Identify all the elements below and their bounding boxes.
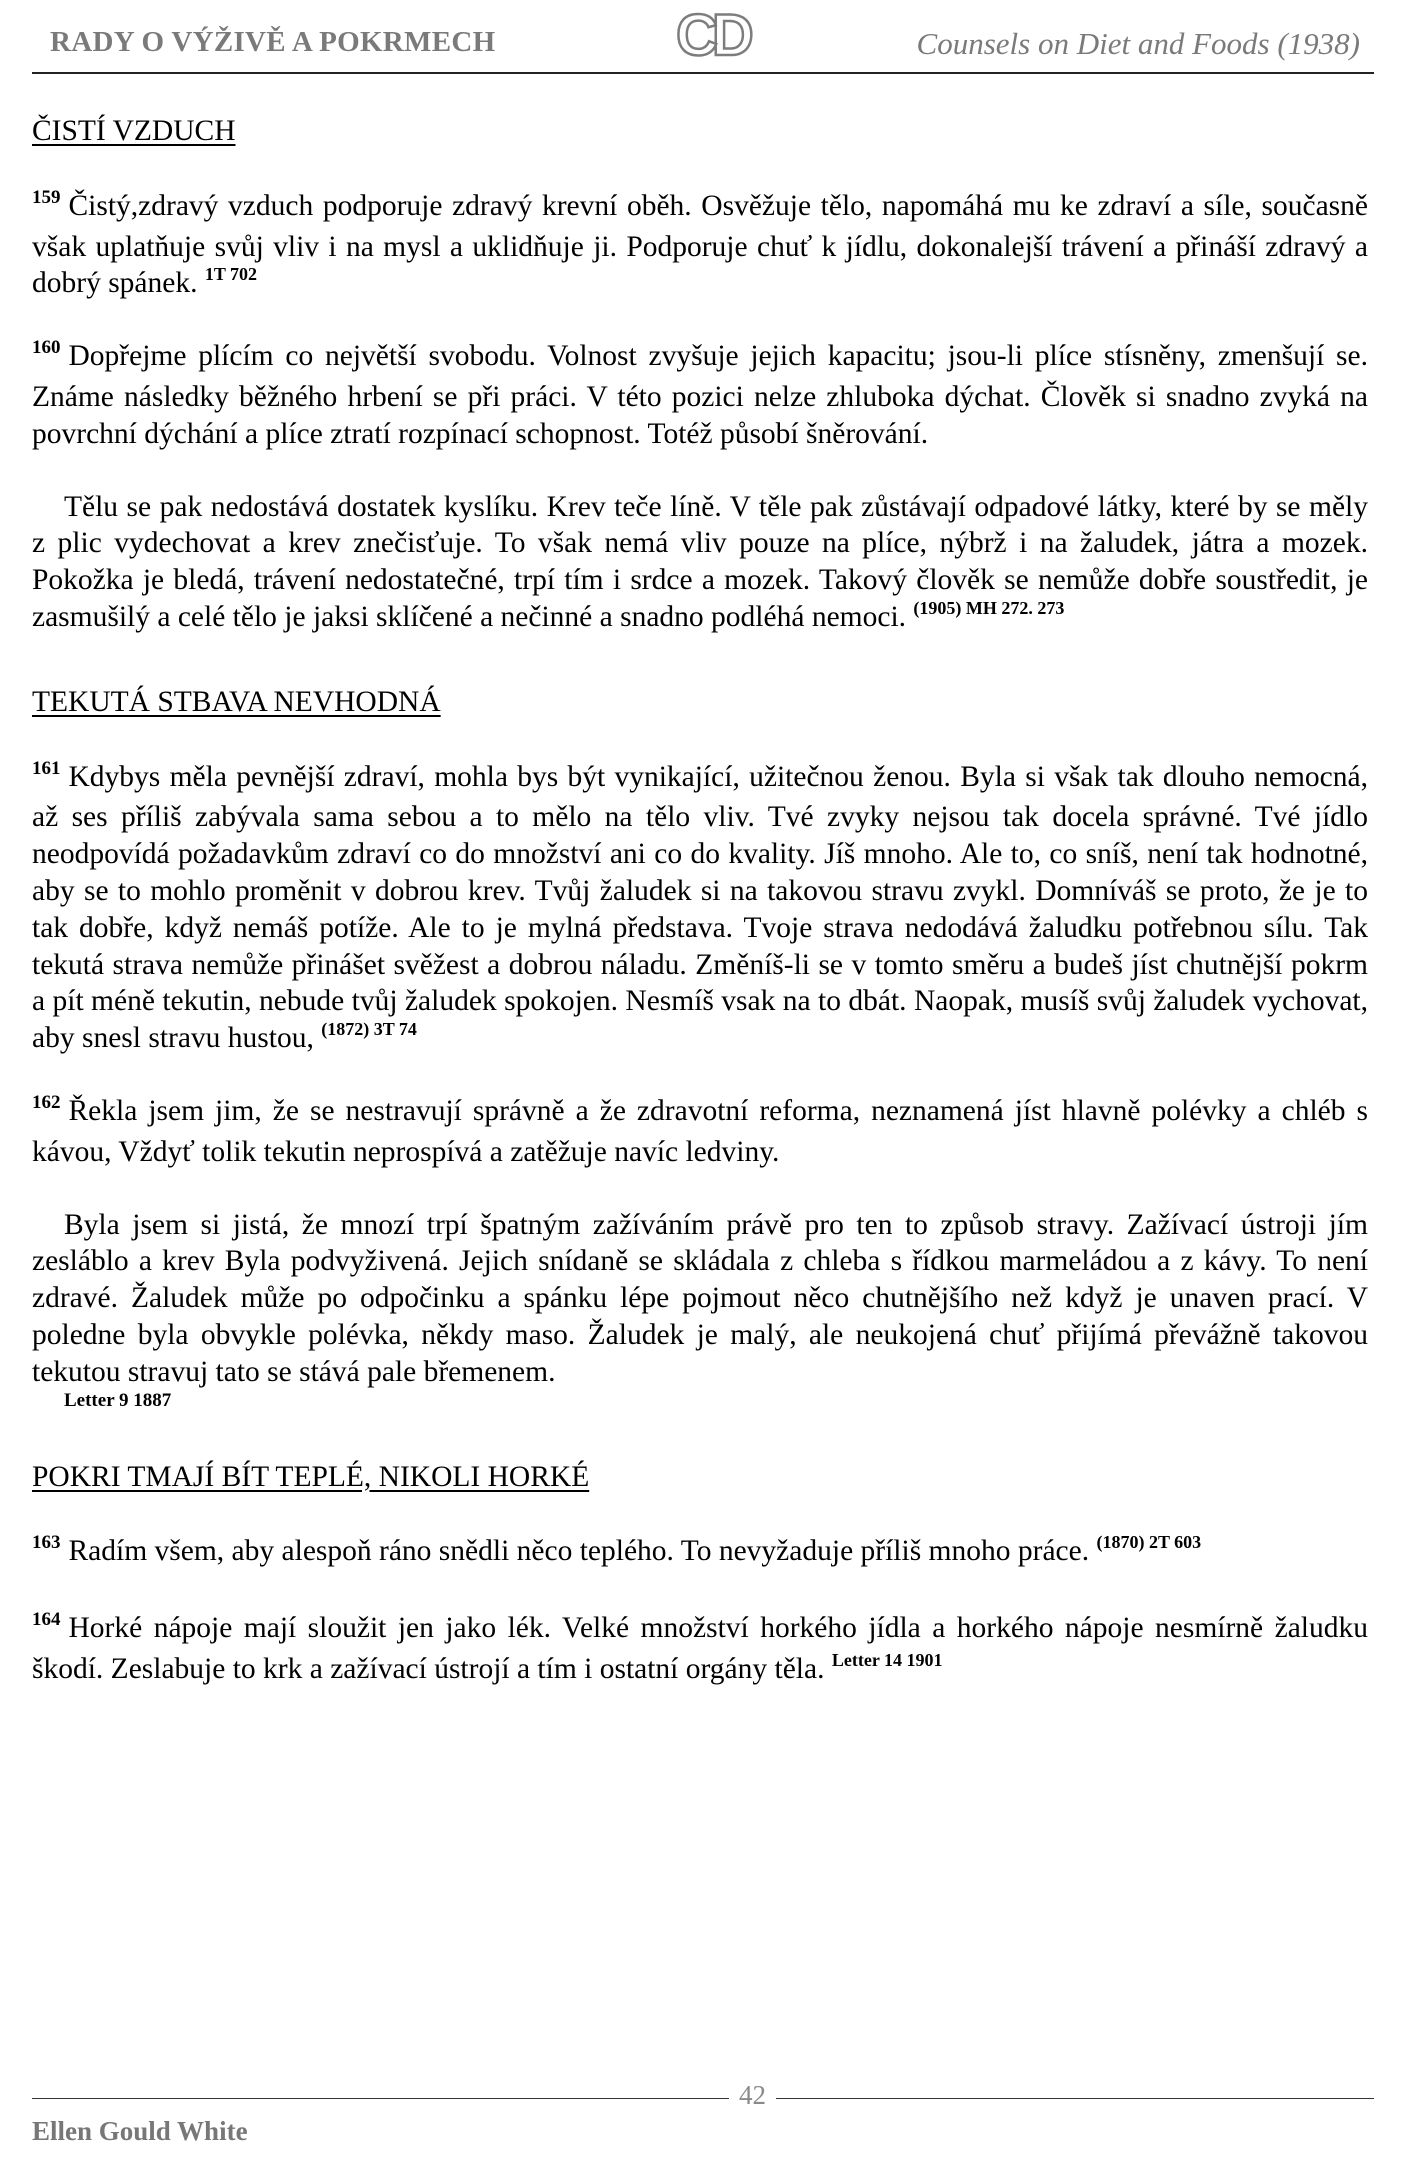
source-reference: (1872) 3T 74 [321,1019,417,1040]
paragraph-162-continued [32,1207,1368,1411]
paragraph-number: 164 [32,1609,61,1631]
paragraph-160 [32,338,1368,452]
paragraph-162 [32,1093,1368,1171]
running-header-book: Counsels on Diet and Foods (1938) [916,26,1360,61]
source-reference: (1905) MH 272. 273 [913,597,1065,618]
paragraph-number: 159 [32,186,61,208]
paragraph-text: Horké nápoje mají sloužit jen jako lék. Velké množství horkého jídla a horkého nápoje nesmírně žaludku škodí. Zeslabuje to krk a zažívací ústrojí a tím i ostatní orgány těla. [32,1612,1368,1685]
running-header-title: RADY O VÝŽIVĚ A POKRMECH [50,26,496,58]
paragraph-number: 163 [32,1532,61,1554]
paragraph-160-continued [32,489,1368,636]
page-number: 42 [739,2080,766,2110]
paragraph-number: 162 [32,1091,61,1113]
paragraph-number: 160 [32,337,61,359]
paragraph-159 [32,188,1368,302]
footer-author: Ellen Gould White [32,2116,248,2146]
source-reference: (1870) 2T 603 [1096,1532,1202,1553]
footer-rule-left [32,2098,729,2099]
paragraph-number: 161 [32,757,61,779]
paragraph-161 [32,759,1368,1057]
source-reference: Letter 9 1887 [64,1389,172,1411]
paragraph-text: Radím všem, aby alespoň ráno snědli něco teplého. To nevyžaduje příliš mnoho práce. [68,1535,1090,1568]
section-heading-pokrmy-teple: POKRI TMAJÍ BÍT TEPLÉ, NIKOLI HORKÉ [32,1460,590,1493]
paragraph-text: Byla jsem si jistá, že mnozí trpí špatným zažíváním právě pro ten to způsob stravy. Zažívací ústroji jím zesláblo a krev Byla podvyživená. Jejich snídaně se skládala z chleba s řídkou marmeládou a z kávy. To není zdravé. Žaludek může po odpočinku a spánku lépe pojmout něco chutnějšího než když je unaven prací. V poledne byla obvykle polévka, někdy maso. Žaludek je malý, ale neukojená chuť přijímá převážně takovou tekutou stravuj tato se stává pale břemenem. [32,1208,1368,1388]
paragraph-text: Tělu se pak nedostává dostatek kyslíku. Krev teče líně. V těle pak zůstávají odpadové látky, které by se měly z plic vydechovat a krev znečisťuje. To však nemá vliv pouze na plíce, nýbrž i na žaludek, játra a mozek. Pokožka je bledá, trávení nedostatečné, trpí tím i srdce a mozek. Takový člověk se nemůže dobře soustředit, je zasmušilý a celé tělo je jaksi sklíčené a nečinné a snadno podléhá nemoci. [32,490,1368,633]
paragraph-164 [32,1610,1368,1688]
paragraph-163 [32,1533,1368,1574]
paragraph-text: Dopřejme plícím co největší svobodu. Volnost zvyšuje jejich kapacitu; jsou-li plíce stísněny, zmenšují se. Známe následky běžného hrbení se při práci. V této pozici nelze zhluboka dýchat. Člověk si snadno zvyká na povrchní dýchání a plíce ztratí rozpínací schopnost. Totéž působí šněrování. [32,340,1368,450]
section-heading-tekuta-strava: TEKUTÁ STBAVA NEVHODNÁ [32,685,441,718]
paragraph-text: Řekla jsem jim, že se nestravují správně a že zdravotní reforma, neznamená jíst hlavně polévky a chléb s kávou, Vždyť tolik tekutin neprospívá a zatěžuje navíc ledviny. [32,1094,1368,1168]
header-rule [32,72,1374,74]
source-reference: Letter 14 1901 [831,1649,943,1670]
section-heading-cisti-vzduch: ČISTÍ VZDUCH [32,115,236,147]
paragraph-text: Čistý,zdravý vzduch podporuje zdravý krevní oběh. Osvěžuje tělo, napomáhá mu ke zdraví a síle, současně však uplatňuje svůj vliv i na mysl a uklidňuje ji. Podporuje chuť k jídlu, dokonalejší trávení a přináší zdravý a dobrý spánek. [32,189,1368,300]
page-content [32,113,1368,1724]
paragraph-text: Kdybys měla pevnější zdraví, mohla bys být vynikající, užitečnou ženou. Byla si však tak dlouho nemocná, až ses příliš zabývala sama sebou a to mělo na tělo vliv. Tvé zvyky nejsou tak docela správné. Tvé jídlo neodpovídá požadavkům zdraví co do množství ani co do kvality. Jíš mnoho. Ale to, co sníš, není tak hodnotné, aby se to mohlo proměnit v dobrou krev. Tvůj žaludek si na takovou stravu zvykl. Domníváš se proto, že je to tak dobře, když nemáš potíže. Ale to je mylná představa. Tvoje strava nedodává žaludku potřebnou sílu. Tak tekutá strava nemůže přinášet svěžest a dobrou náladu. Změníš-li se v tomto směru a budeš jíst chutnější pokrm a pít méně tekutin, nebude tvůj žaludek spokojen. Nesmíš vsak na to dbát. Naopak, musíš svůj žaludek vychovat, aby snesl stravu hustou, [32,760,1368,1055]
footer-rule-right [776,2098,1374,2099]
source-reference: 1T 702 [204,264,258,285]
cd-logo: CD [676,3,748,68]
